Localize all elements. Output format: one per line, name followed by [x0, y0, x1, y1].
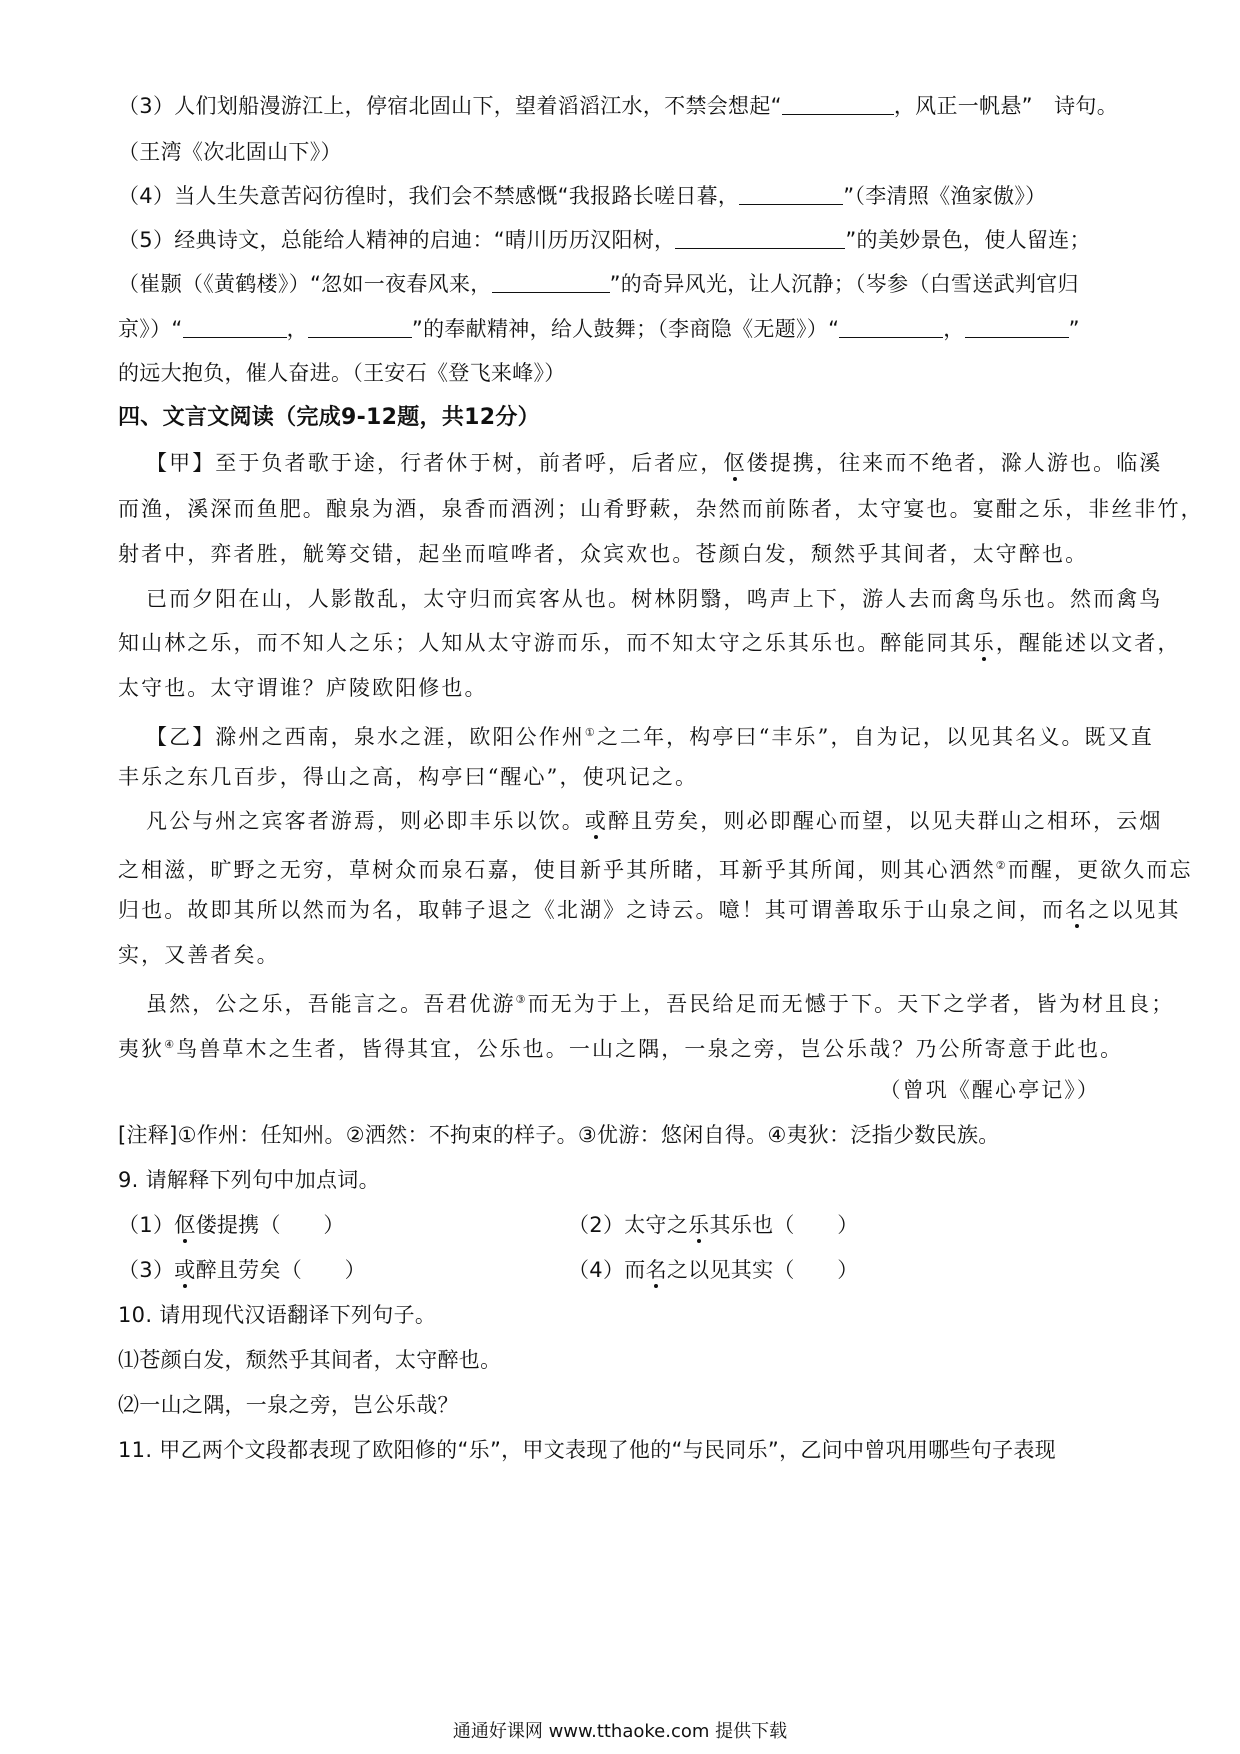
- passage-yi-line: 实，又善者矣。: [118, 943, 280, 967]
- section-heading: 四、文言文阅读（完成9-12题，共12分）: [118, 405, 540, 430]
- footnote-marker: ①: [584, 726, 597, 739]
- q10-sentence-1: ⑴苍颜白发，颓然乎其间者，太守醉也。: [118, 1348, 502, 1372]
- answer-blank[interactable]: [839, 315, 943, 338]
- q10-stem: 10. 请用现代汉语翻译下列句子。: [118, 1303, 437, 1327]
- passage-yi-line: 之相滋，旷野之无穷，草树众而泉石嘉，使目新乎其所睹，耳新乎其所闻，则其心洒然②而醒，更欲久而忘: [118, 858, 1193, 882]
- q9-item-3: （3）或醉且劳矣（ ）: [118, 1258, 366, 1282]
- passage-yi-line: 虽然，公之乐，吾能言之。吾君优游③而无为于上，吾民给足而无憾于下。天下之学者，皆为材且良；: [146, 992, 1175, 1016]
- passage-jia-line: 【甲】至于负者歌于途，行者休于树，前者呼，后者应，伛偻提携，往来而不绝者，滁人游也。临溪: [146, 451, 1163, 475]
- fill-q5-line2: （崔颢（《黄鹤楼》）“忽如一夜春风来， ”的奇异风光，让人沉静；（岑参（白雪送武判官归: [118, 272, 1079, 296]
- q11-stem: 11. 甲乙两个文段都表现了欧阳修的“乐”，甲文表现了他的“与民同乐”，乙问中曾巩用哪些句子表现: [118, 1438, 1056, 1462]
- page-footer: 通通好课网 www.tthaoke.com 提供下载: [452, 1721, 788, 1742]
- passage-yi-line: 归也。故即其所以然而为名，取韩子退之《北湖》之诗云。噫！其可谓善取乐于山泉之间，而名之以见其: [118, 898, 1181, 922]
- dotted-word: 乐: [688, 1213, 710, 1237]
- passage-yi-line: 丰乐之东几百步，得山之高，构亭曰“醒心”，使巩记之。: [118, 765, 699, 789]
- passage-jia-line: 而渔，溪深而鱼肥。酿泉为酒，泉香而酒洌；山肴野蔌，杂然而前陈者，太守宴也。宴酣之乐，非丝非竹，: [118, 497, 1204, 521]
- q9-item-4: （4）而名之以见其实（ ）: [568, 1258, 859, 1282]
- dotted-word: 伛: [723, 451, 747, 475]
- dotted-word: 乐: [972, 631, 996, 655]
- q9-item-2: （2）太守之乐其乐也（ ）: [568, 1213, 859, 1237]
- dotted-word: 名: [645, 1258, 667, 1282]
- q9-row: [118, 1210, 1140, 1240]
- answer-blank[interactable]: [965, 315, 1069, 338]
- dotted-word: 名: [1065, 898, 1089, 922]
- fill-q5-line3: 京》）“ ， ”的奉献精神，给人鼓舞；（李商隐《无题》）“ ， ”: [118, 317, 1080, 341]
- answer-blank[interactable]: [492, 270, 610, 293]
- answer-blank[interactable]: [308, 315, 412, 338]
- answer-blank[interactable]: [183, 315, 287, 338]
- fill-q5-line1: （5）经典诗文，总能给人精神的启迪：“晴川历历汉阳树， ”的美妙景色，使人留连；: [118, 228, 1091, 252]
- q9-stem: 9. 请解释下列句中加点词。: [118, 1168, 380, 1192]
- passage-jia-line: 知山林之乐，而不知人之乐；人知从太守游而乐，而不知太守之乐其乐也。醉能同其乐，醒能述以文者，: [118, 631, 1181, 655]
- footnote-marker: ④: [164, 1038, 177, 1051]
- passage-jia-line: 已而夕阳在山，人影散乱，太守归而宾客从也。树林阴翳，鸣声上下，游人去而禽鸟乐也。然而禽鸟: [146, 587, 1163, 611]
- q9-item-1: （1）伛偻提携（ ）: [118, 1213, 345, 1237]
- q10-sentence-2: ⑵一山之隅，一泉之旁，岂公乐哉？: [118, 1393, 459, 1417]
- fill-q4-line: （4）当人生失意苦闷彷徨时，我们会不禁感慨“我报路长嗟日暮， ”（李清照《渔家傲》）: [118, 184, 1047, 208]
- answer-blank[interactable]: [739, 182, 843, 205]
- passage-yi-line: 夷狄④鸟兽草木之生者，皆得其宜，公乐也。一山之隅，一泉之旁，岂公乐哉？乃公所寄意于此也。: [118, 1037, 1124, 1061]
- annotation-notes: [注释]①作州：任知州。②洒然：不拘束的样子。③优游：悠闲自得。④夷狄：泛指少数民族。: [118, 1123, 1000, 1147]
- passage-yi-line: 【乙】滁州之西南，泉水之涯，欧阳公作州①之二年，构亭曰“丰乐”，自为记，以见其名义。既又直: [146, 725, 1154, 749]
- answer-blank[interactable]: [782, 92, 894, 115]
- fill-q5-line4: 的远大抱负，催人奋进。（王安石《登飞来峰》）: [118, 361, 566, 385]
- passage-jia-line: 射者中，弈者胜，觥筹交错，起坐而喧哗者，众宾欢也。苍颜白发，颓然乎其间者，太守醉也。: [118, 542, 1089, 566]
- dotted-word: 或: [584, 809, 609, 833]
- footnote-marker: ②: [995, 859, 1008, 872]
- passage-jia-line: 太守也。太守谓谁？庐陵欧阳修也。: [118, 676, 488, 700]
- passage-yi-line: 凡公与州之宾客者游焉，则必即丰乐以饮。或醉且劳矣，则必即醒心而望，以见夫群山之相环，云烟: [146, 809, 1163, 833]
- fill-q3-line2: （王湾《次北固山下》）: [118, 140, 342, 164]
- passage-source: （曾巩《醒心亭记》）: [879, 1078, 1100, 1102]
- dotted-word: 或: [174, 1258, 196, 1282]
- fill-q3-line1: （3）人们划船漫游江上，停宿北固山下，望着滔滔江水，不禁会想起“ ，风正一帆悬” 诗句。: [118, 94, 1119, 118]
- q9-row: [118, 1255, 1140, 1285]
- dotted-word: 伛: [174, 1213, 196, 1237]
- answer-blank[interactable]: [675, 226, 845, 249]
- footnote-marker: ③: [515, 993, 528, 1006]
